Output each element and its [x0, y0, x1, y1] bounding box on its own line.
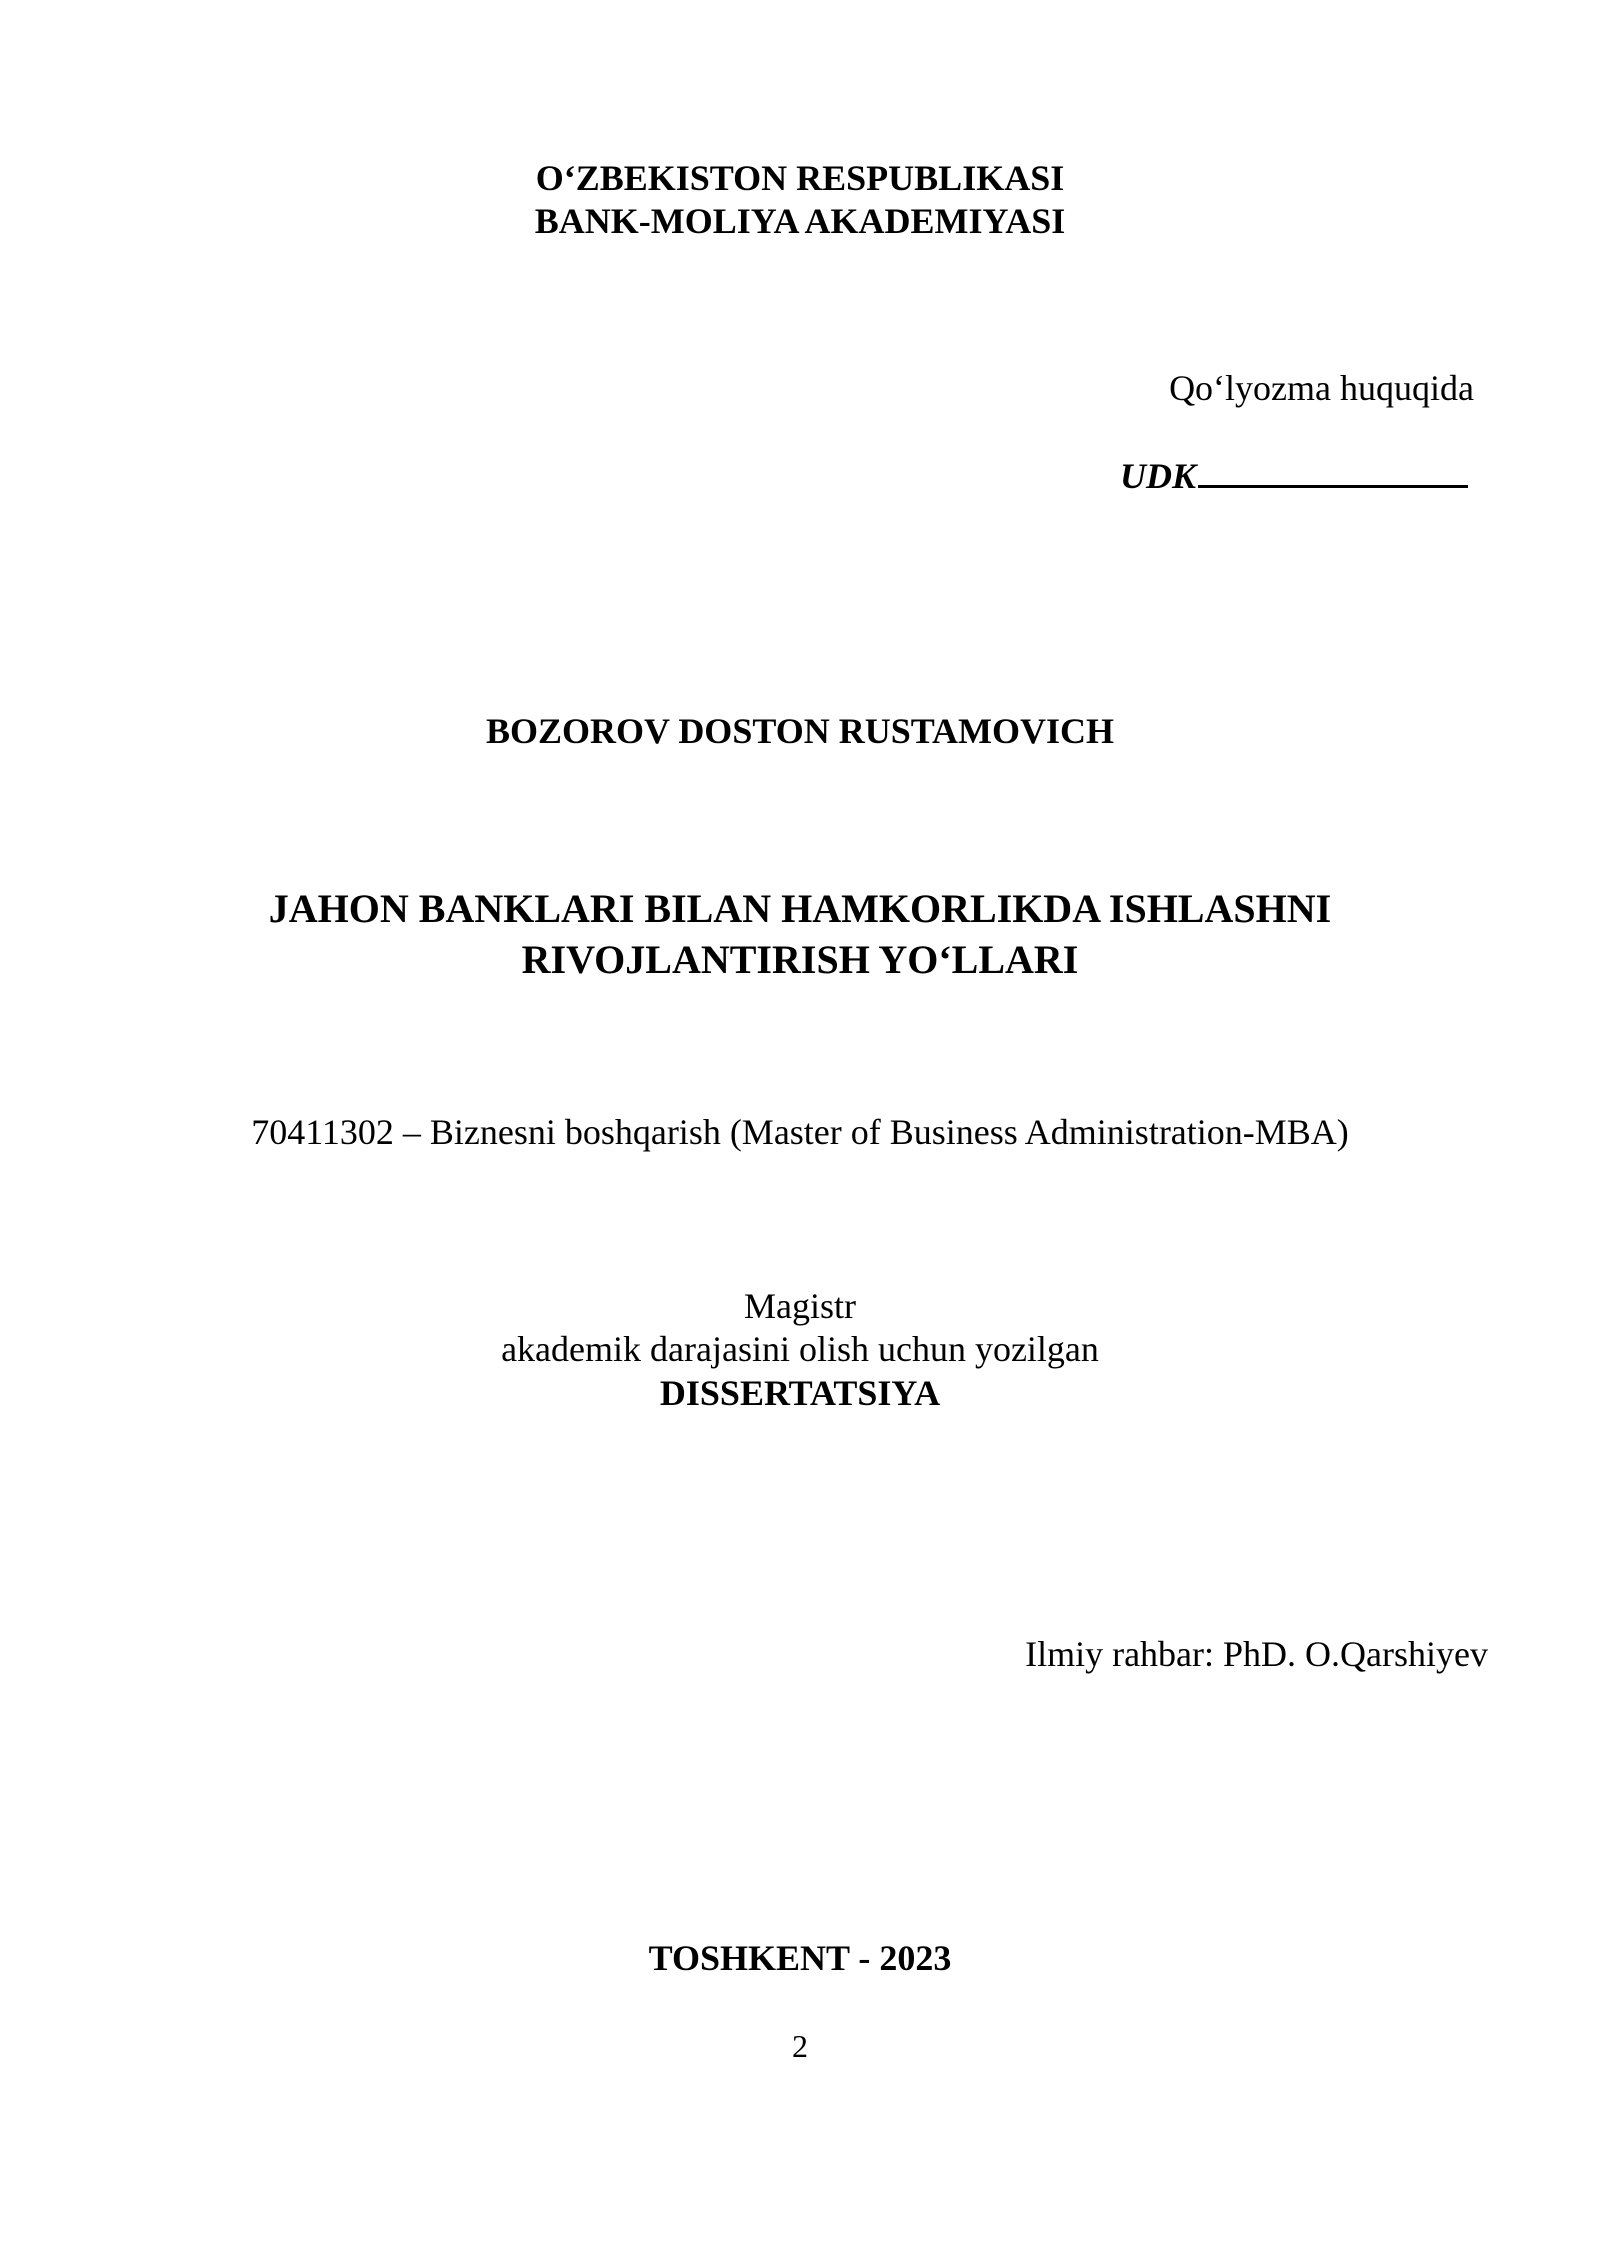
scientific-supervisor: Ilmiy rahbar: PhD. O.Qarshiyev: [1025, 1634, 1488, 1674]
manuscript-rights-label: Qo‘lyozma huquqida: [1169, 368, 1474, 408]
author-name: BOZOROV DOSTON RUSTAMOVICH: [485, 711, 1115, 751]
page-number: 2: [792, 2028, 808, 2064]
degree-line-1: Magistr: [744, 1286, 856, 1326]
degree-line-2: akademik darajasini olish uchun yozilgan: [501, 1329, 1099, 1369]
udk-label: UDK: [1119, 456, 1196, 496]
dissertation-label: DISSERTATSIYA: [659, 1373, 941, 1413]
city-year: TOSHKENT - 2023: [648, 1938, 952, 1978]
thesis-title-line-1: JAHON BANKLARI BILAN HAMKORLIKDA ISHLASHNI: [268, 886, 1332, 931]
thesis-title-line-2: RIVOJLANTIRISH YO‘LLARI: [521, 937, 1079, 982]
specialty-code: 70411302 – Biznesni boshqarish (Master of Business Administration-MBA): [251, 1112, 1349, 1152]
udk-blank: [1198, 455, 1468, 488]
udk-line: [1120, 455, 1468, 494]
academy-heading: BANK-MOLIYA AKADEMIYASI: [534, 201, 1066, 241]
republic-heading: O‘ZBEKISTON RESPUBLIKASI: [535, 158, 1065, 198]
